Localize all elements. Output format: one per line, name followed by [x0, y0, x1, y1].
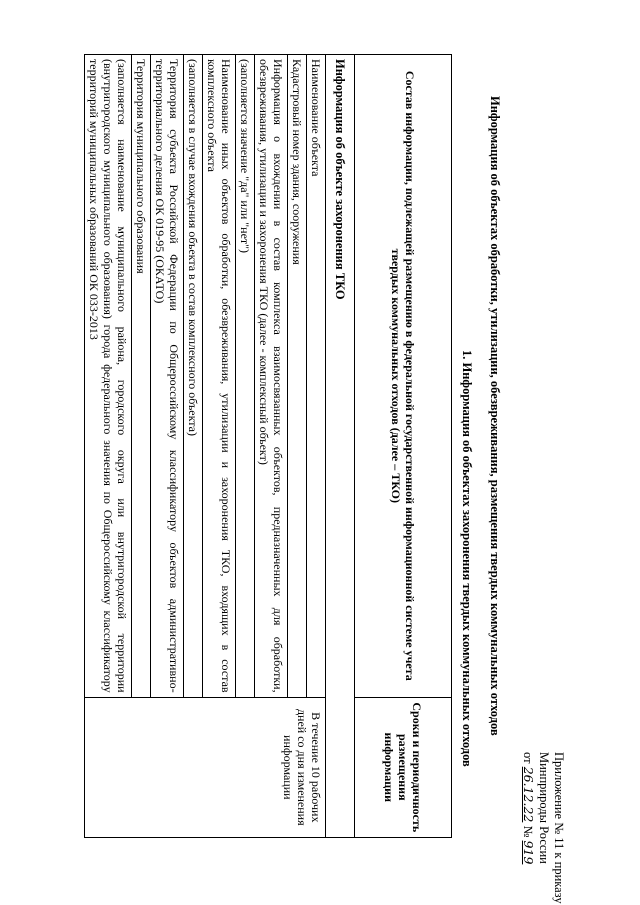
row-text: (заполняется значение "да" или "нет")	[236, 55, 255, 698]
row-text: (заполняется наименование муниципального района, городского округа или внутригородской территории (внутригородского муниципального образования) города федерального значения по Общероссийскому классификатору территорий муниципальных образований ОК 033-2013	[85, 55, 132, 698]
appendix-note	[520, 752, 566, 904]
column-header-content: Состав информации, подлежащей размещению в федеральной государственной информационной системе учета твердых коммунальных отходов (далее – ТКО)	[355, 55, 452, 698]
terms-line-3: информации	[281, 735, 295, 800]
table-header-row	[355, 55, 452, 838]
row-text: Наименование объекта	[307, 55, 326, 698]
appendix-line-2: Минприроды России	[537, 752, 551, 864]
order-number: 919	[521, 840, 536, 865]
order-prefix: от	[521, 752, 535, 764]
terms-line-1: В течение 10 рабочих	[309, 712, 323, 823]
order-reference	[520, 752, 536, 904]
terms-cell	[85, 697, 326, 837]
table-row	[307, 55, 326, 838]
terms-line-2: дней со дня изменения	[295, 708, 309, 826]
section-row-title: Информация об объекте захоронения ТКО	[326, 55, 355, 838]
table-section-row	[326, 55, 355, 838]
row-text: Территория муниципального образования	[132, 55, 151, 698]
appendix-line-1: Приложение № 11 к приказу	[552, 752, 566, 904]
row-text: Территория субъекта Российской Федерации по Общероссийскому классификатору объектов административно-территориального деления ОК 019-95 (ОКАТО)	[151, 55, 184, 698]
document-title: Информация об объектах обработки, утилизации, обезвреживания, размещения твердых коммунальных отходов	[488, 96, 502, 736]
order-date: 26.12.22	[521, 766, 536, 823]
info-table	[84, 54, 452, 838]
order-number-label: №	[521, 825, 535, 838]
section-title: 1. Информация об объектах захоронения твердых коммунальных отходов	[460, 350, 474, 767]
row-text: Наименование иных объектов обработки, обезвреживания, утилизации и захоронения ТКО, входящих в состав комплексного объекта	[203, 55, 236, 698]
column-header-terms: Сроки и периодичность размещения информации	[355, 697, 452, 837]
row-text: Кадастровый номер здания, сооружения	[288, 55, 307, 698]
row-text: Информация о вхождении в состав комплекса взаимосвязанных объектов, предназначенных для обработки, обезвреживания, утилизации и захоронения ТКО (далее - комплексный объект)	[255, 55, 288, 698]
row-text: (заполняется в случае вхождения объекта в состав комплексного объекта)	[184, 55, 203, 698]
